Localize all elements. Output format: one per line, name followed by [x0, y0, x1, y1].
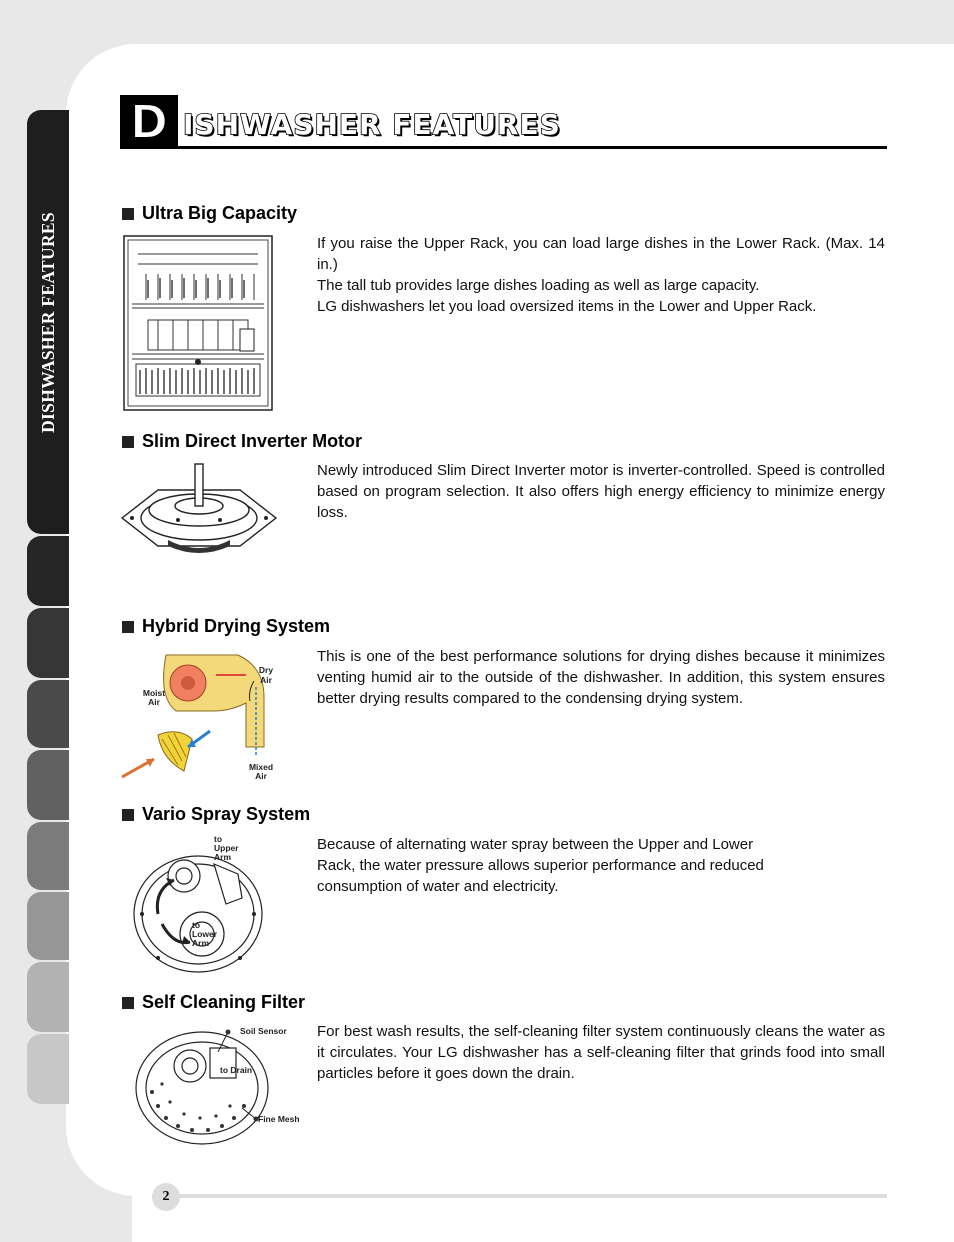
bullet-square-icon	[122, 208, 134, 220]
label-dry-air-2: Air	[260, 675, 272, 685]
side-tab-dishwasher-features[interactable]	[27, 110, 69, 534]
bullet-square-icon	[122, 997, 134, 1009]
label-moist-air-1: Moist	[142, 688, 166, 698]
side-tab-4[interactable]	[27, 680, 69, 748]
label-to-drain: to Drain	[220, 1065, 253, 1075]
side-tab-3[interactable]	[27, 608, 69, 678]
side-tab-8[interactable]	[27, 962, 69, 1032]
dishwasher-racks-illustration	[118, 234, 278, 412]
inverter-motor-illustration	[118, 460, 280, 560]
footer-rule	[180, 1194, 887, 1198]
heading-ultra-big-capacity: Ultra Big Capacity	[122, 203, 297, 224]
paragraph: If you raise the Upper Rack, you can load large dishes in the Lower Rack. (Max. 14 in.)	[317, 235, 885, 273]
label-fine-mesh: Fine Mesh	[258, 1114, 300, 1124]
paragraph-line: Because of alternating water spray between the Upper and Lower	[317, 836, 754, 853]
text-slim-direct-inverter-motor	[317, 460, 885, 523]
heading-self-cleaning-filter: Self Cleaning Filter	[122, 992, 305, 1013]
text-hybrid-drying-system	[317, 646, 885, 709]
page-number: 2	[152, 1183, 180, 1211]
label-to-lower-arm-1: to	[192, 920, 201, 930]
heading-slim-direct-inverter-motor: Slim Direct Inverter Motor	[122, 431, 362, 452]
self-cleaning-filter-diagram	[118, 1022, 302, 1148]
label-mixed-air-1: Mixed	[248, 762, 274, 772]
text-self-cleaning-filter	[317, 1021, 885, 1084]
paragraph: For best wash results, the self-cleaning filter system continuously cleans the water as it circulates. Your LG dishwasher has a self-cleaning filter that grinds food into small particles before it goes down the drain.	[317, 1023, 885, 1082]
label-to-lower-arm-2: Lower	[192, 929, 218, 939]
text-vario-spray-system	[317, 834, 885, 897]
title-underline	[178, 146, 887, 149]
side-tab-2[interactable]	[27, 536, 69, 606]
label-to-upper-arm-3: Arm	[214, 852, 232, 862]
label-to-lower-arm-3: Arm	[192, 938, 210, 948]
label-soil-sensor: Soil Sensor	[240, 1026, 287, 1036]
paragraph: This is one of the best performance solutions for drying dishes because it minimizes venting humid air to the outside of the dishwasher. In addition, this system ensures better drying results compared to the condensing drying system.	[317, 648, 885, 707]
text-ultra-big-capacity	[317, 233, 885, 317]
label-dry-air-1: Dry	[258, 665, 274, 675]
hybrid-drying-diagram	[118, 647, 284, 785]
side-tab-7[interactable]	[27, 892, 69, 960]
side-tab-5[interactable]	[27, 750, 69, 820]
paragraph: LG dishwashers let you load oversized items in the Lower and Upper Rack.	[317, 298, 817, 315]
heading-vario-spray-system: Vario Spray System	[122, 804, 310, 825]
label-to-upper-arm-2: Upper	[214, 843, 239, 853]
paragraph-line: consumption of water and electricity.	[317, 878, 559, 895]
label-to-upper-arm-1: to	[214, 834, 223, 844]
bullet-square-icon	[122, 621, 134, 633]
bullet-square-icon	[122, 436, 134, 448]
page-title: ISHWASHER FEATURES	[183, 108, 561, 141]
title-initial-block	[120, 95, 178, 149]
bullet-square-icon	[122, 809, 134, 821]
vario-spray-diagram	[118, 834, 278, 980]
label-moist-air-2: Air	[148, 697, 160, 707]
paragraph: Newly introduced Slim Direct Inverter motor is inverter-controlled. Speed is controlled based on program selection. It also offers high energy efficiency to minimize energy loss.	[317, 462, 885, 521]
side-tab-9[interactable]	[27, 1034, 69, 1104]
side-tab-6[interactable]	[27, 822, 69, 890]
title-initial: D	[129, 95, 169, 149]
side-tab-label: DISHWASHER FEATURES	[37, 211, 58, 433]
heading-hybrid-drying-system: Hybrid Drying System	[122, 616, 330, 637]
label-mixed-air-2: Air	[255, 771, 267, 781]
paragraph: The tall tub provides large dishes loading as well as large capacity.	[317, 277, 760, 294]
paragraph-line: Rack, the water pressure allows superior performance and reduced	[317, 857, 764, 874]
